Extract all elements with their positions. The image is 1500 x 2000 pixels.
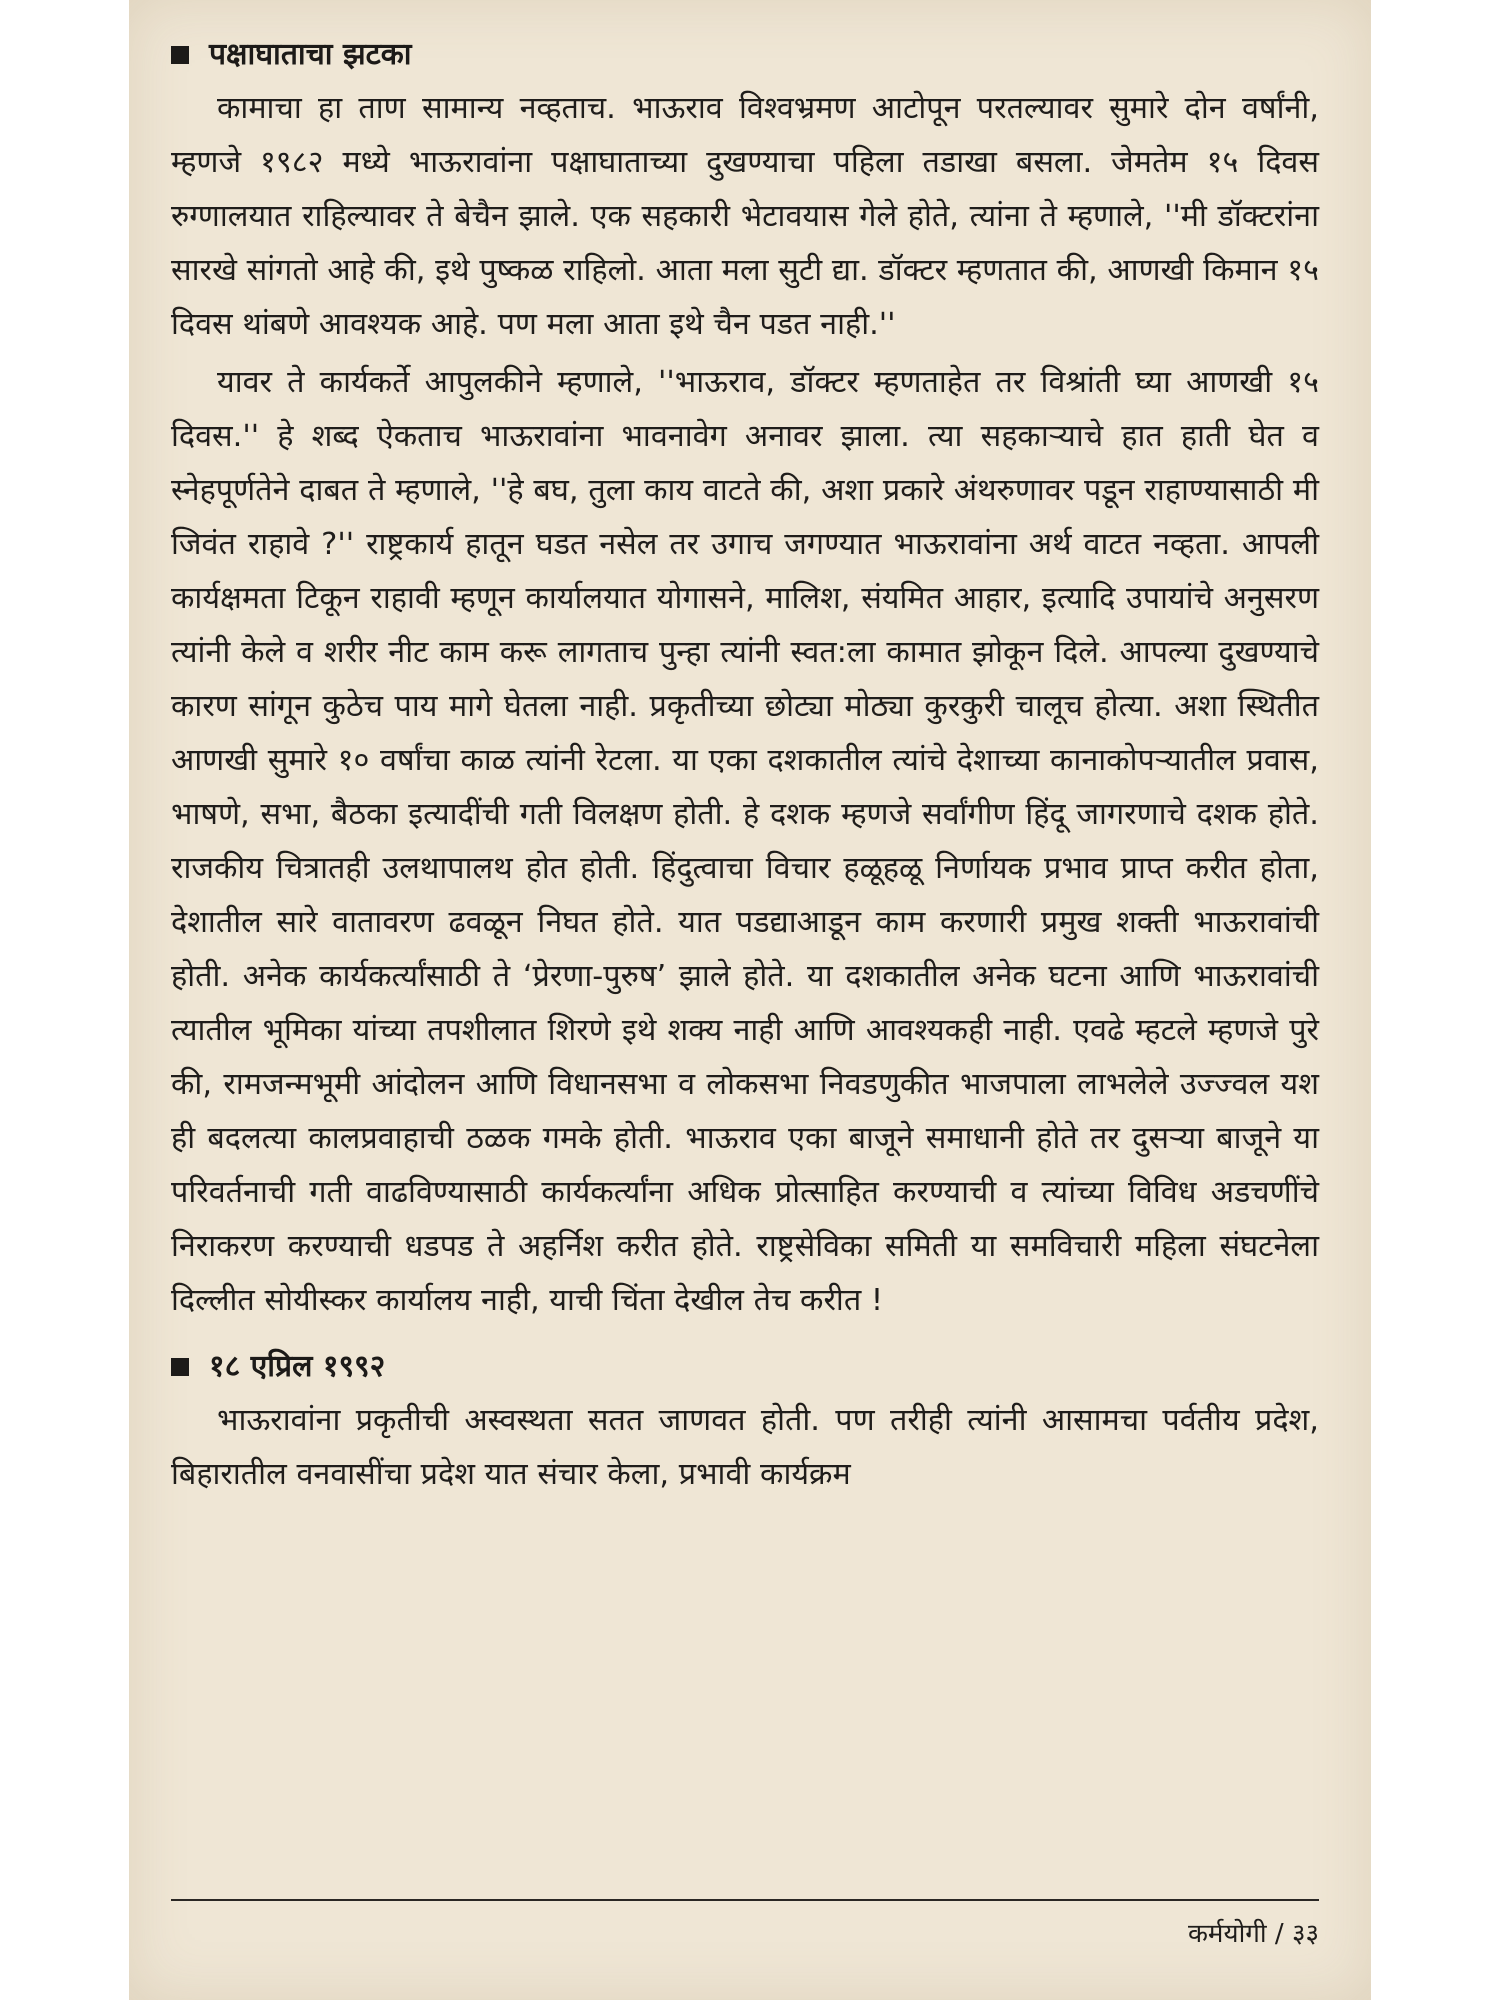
page-content <box>171 28 1319 1502</box>
running-footer: कर्मयोगी / ३३ <box>1187 1919 1319 1949</box>
section-heading <box>171 1340 1319 1394</box>
paragraph: भाऊरावांना प्रकृतीची अस्वस्थता सतत जाणवत होती. पण तरीही त्यांनी आसामचा पर्वतीय प्रदेश, बिहारातील वनवासींचा प्रदेश यात संचार केला, प्रभावी कार्यक्रम <box>171 1403 1319 1492</box>
book-page <box>129 0 1371 2000</box>
square-bullet-icon <box>171 1358 189 1376</box>
paragraph: कामाचा हा ताण सामान्य नव्हताच. भाऊराव विश्वभ्रमण आटोपून परतल्यावर सुमारे दोन वर्षांनी, म्हणजे १९८२ मध्ये भाऊरावांना पक्षाघाताच्या दुखण्याचा पहिला तडाखा बसला. जेमतेम १५ दिवस रुग्णालयात राहिल्यावर ते बेचैन झाले. एक सहकारी भेटावयास गेले होते, त्यांना ते म्हणाले, ''मी डॉक्टरांना सारखे सांगतो आहे की, इथे पुष्कळ राहिलो. आता मला सुटी द्या. डॉक्टर म्हणतात की, आणखी किमान १५ दिवस थांबणे आवश्यक आहे. पण मला आता इथे चैन पडत नाही.'' <box>171 91 1319 342</box>
paragraph: यावर ते कार्यकर्ते आपुलकीने म्हणाले, ''भाऊराव, डॉक्टर म्हणताहेत तर विश्रांती घ्या आणखी १५ दिवस.'' हे शब्द ऐकताच भाऊरावांना भावनावेग अनावर झाला. त्या सहकाऱ्याचे हात हाती घेत व स्नेहपूर्णतेने दाबत ते म्हणाले, ''हे बघ, तुला काय वाटते की, अशा प्रकारे अंथरुणावर पडून राहाण्यासाठी मी जिवंत राहावे ?'' राष्ट्रकार्य हातून घडत नसेल तर उगाच जगण्यात भाऊरावांना अर्थ वाटत नव्हता. आपली कार्यक्षमता टिकून राहावी म्हणून कार्यालयात योगासने, मालिश, संयमित आहार, इत्यादि उपायांचे अनुसरण त्यांनी केले व शरीर नीट काम करू लागताच पुन्हा त्यांनी स्वत:ला कामात झोकून दिले. आपल्या दुखण्याचे कारण सांगून कुठेच पाय मागे घेतला नाही. प्रकृतीच्या छोट्या मोठ्या कुरकुरी चालूच होत्या. अशा स्थितीत आणखी सुमारे १० वर्षांचा काळ त्यांनी रेटला. या एका दशकातील त्यांचे देशाच्या कानाकोपऱ्यातील प्रवास, भाषणे, सभा, बैठका इत्यादींची गती विलक्षण होती. हे दशक म्हणजे सर्वांगीण हिंदू जागरणाचे दशक होते. राजकीय चित्रातही उलथापालथ होत होती. हिंदुत्वाचा विचार हळूहळू निर्णायक प्रभाव प्राप्त करीत होता, देशातील सारे वातावरण ढवळून निघत होते. यात पडद्याआडून काम करणारी प्रमुख शक्ती भाऊरावांची होती. अनेक कार्यकर्त्यांसाठी ते ‘प्रेरणा-पुरुष’ झाले होते. या दशकातील अनेक घटना आणि भाऊरावांची त्यातील भूमिका यांच्या तपशीलात शिरणे इथे शक्य नाही आणि आवश्यकही नाही. एवढे म्हटले म्हणजे पुरे की, रामजन्मभूमी आंदोलन आणि विधानसभा व लोकसभा निवडणुकीत भाजपाला लाभलेले उज्ज्वल यश ही बदलत्या कालप्रवाहाची ठळक गमके होती. भाऊराव एका बाजूने समाधानी होते तर दुसऱ्या बाजूने या परिवर्तनाची गती वाढविण्यासाठी कार्यकर्त्यांना अधिक प्रोत्साहित करण्याची व त्यांच्या विविध अडचणींचे निराकरण करण्याची धडपड ते अहर्निश करीत होते. राष्ट्रसेविका समिती या समविचारी महिला संघटनेला दिल्लीत सोयीस्कर कार्यालय नाही, याची चिंता देखील तेच करीत ! <box>171 365 1319 1318</box>
square-bullet-icon <box>171 46 189 64</box>
footer-rule <box>171 1899 1319 1901</box>
section-heading-text: पक्षाघाताचा झटका <box>209 37 412 72</box>
section-heading <box>171 28 1319 82</box>
section-heading-text: १८ एप्रिल १९९२ <box>209 1349 386 1384</box>
